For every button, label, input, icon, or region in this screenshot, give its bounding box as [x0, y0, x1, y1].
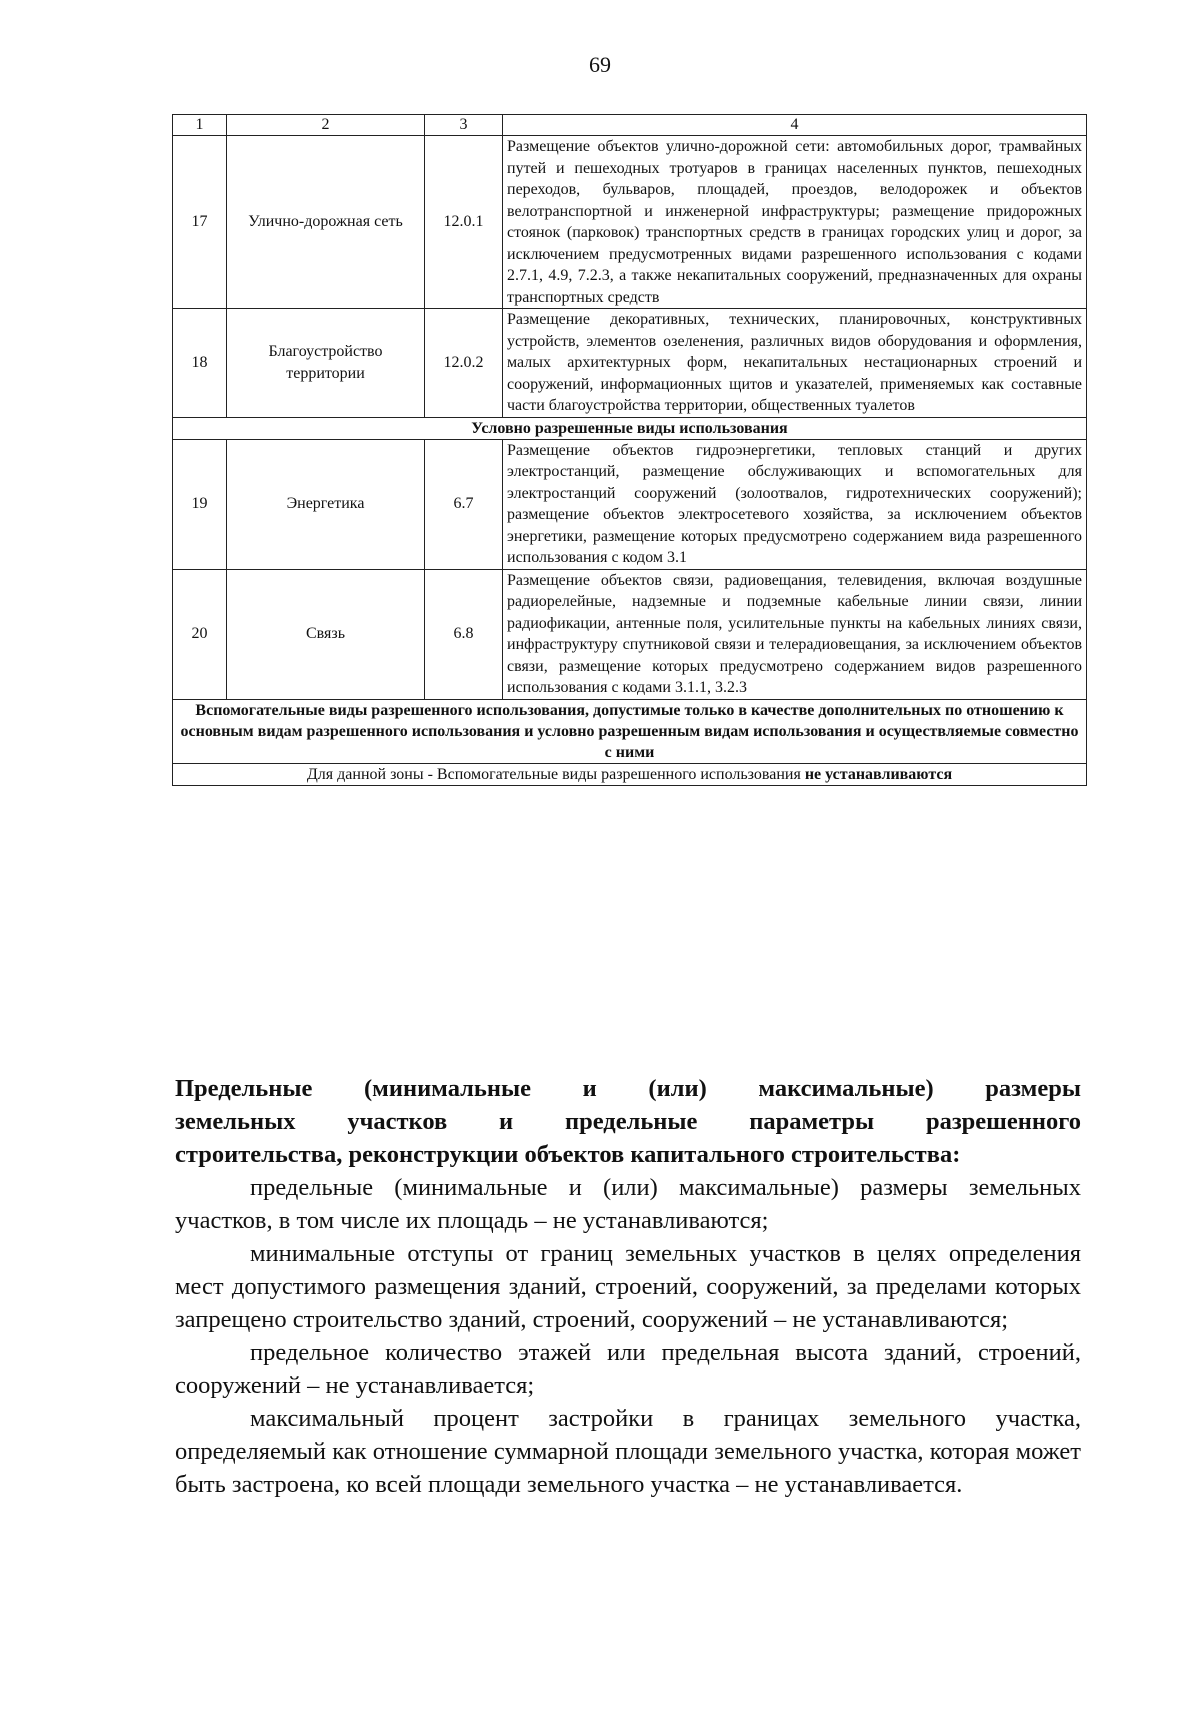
use-type-code: 12.0.1 [425, 136, 503, 309]
limits-heading-line: земельных участков и предельные параметры разрешенного [175, 1108, 1081, 1135]
note-row [173, 763, 1087, 785]
row-number: 18 [173, 309, 227, 418]
zone-note-emphasis: не устанавливаются [804, 765, 953, 783]
use-type-description: Размещение объектов гидроэнергетики, тепловых станций и других электростанций, размещение обслуживающих и вспомогательных для электростанций сооружений (золоотвалов, гидротехнических сооружений); размещение объектов электросетевого хозяйства, за исключением объектов энергетики, размещение которых предусмотрено содержанием вида разрешенного использования с кодом 3.1 [503, 439, 1087, 569]
section-heading-conditional: Условно разрешенные виды использования [173, 417, 1087, 439]
section-heading-auxiliary: Вспомогательные виды разрешенного использования, допустимые только в качестве дополнительных по отношению к основным видам разрешенного использования и условно разрешенным видам использования и осуществляемые совместно с ними [173, 699, 1087, 763]
page-number: 69 [589, 52, 611, 77]
section-row [173, 417, 1087, 439]
land-use-table [172, 114, 1087, 786]
row-number: 20 [173, 569, 227, 699]
table-row [173, 309, 1087, 418]
row-number: 19 [173, 439, 227, 569]
use-type-description: Размещение декоративных, технических, планировочных, конструктивных устройств, элементов озеленения, различных видов оборудования и оформления, малых архитектурных форм, некапитальных нестационарных строений и сооружений, информационных щитов и указателей, применяемых как составные части благоустройства территории, общественных туалетов [503, 309, 1087, 418]
limits-heading-line: Предельные (минимальные и (или) максимальные) размеры [175, 1075, 1081, 1102]
use-type-code: 12.0.2 [425, 309, 503, 418]
table-row [173, 136, 1087, 309]
limits-paragraph: предельное количество этажей или предельная высота зданий, строений, сооружений – не устанавливается; [175, 1339, 1081, 1399]
use-type-code: 6.7 [425, 439, 503, 569]
table-row [173, 569, 1087, 699]
zone-note-text: Для данной зоны - Вспомогательные виды разрешенного использования [306, 765, 805, 783]
section-row [173, 699, 1087, 763]
limits-paragraph: предельные (минимальные и (или) максимальные) размеры земельных участков, в том числе их площадь – не устанавливаются; [175, 1174, 1081, 1234]
use-type-name: Связь [227, 569, 425, 699]
limits-paragraph: максимальный процент застройки в границах земельного участка, определяемый как отношение суммарной площади земельного участка, которая может быть застроена, ко всей площади земельного участка – не устанавливается. [175, 1405, 1081, 1498]
use-type-code: 6.8 [425, 569, 503, 699]
use-type-description: Размещение объектов связи, радиовещания, телевидения, включая воздушные радиорелейные, надземные и подземные кабельные линии связи, линии радиофикации, антенные поля, усилительные пункты на кабельных линиях связи, инфраструктуру спутниковой связи и телерадиовещания, за исключением объектов связи, размещение которых предусмотрено содержанием видов разрешенного использования с кодами 3.1.1, 3.2.3 [503, 569, 1087, 699]
row-number: 17 [173, 136, 227, 309]
header-cell: 4 [503, 115, 1087, 136]
table-row [173, 439, 1087, 569]
header-cell: 1 [173, 115, 227, 136]
limits-section [175, 1072, 1081, 1501]
zone-note [173, 763, 1087, 785]
limits-paragraph: минимальные отступы от границ земельных участков в целях определения мест допустимого размещения зданий, строений, сооружений, за пределами которых запрещено строительство зданий, строений, сооружений – не устанавливаются; [175, 1240, 1081, 1333]
header-cell: 2 [227, 115, 425, 136]
use-type-name: Энергетика [227, 439, 425, 569]
table-header-row [173, 115, 1087, 136]
use-type-name: Улично-дорожная сеть [227, 136, 425, 309]
header-cell: 3 [425, 115, 503, 136]
limits-heading-line: строительства, реконструкции объектов капитального строительства: [175, 1141, 961, 1168]
use-type-description: Размещение объектов улично-дорожной сети: автомобильных дорог, трамвайных путей и пешеходных тротуаров в границах населенных пунктов, пешеходных переходов, бульваров, площадей, проездов, велодорожек и объектов велотранспортной и инженерной инфраструктуры; размещение придорожных стоянок (парковок) транспортных средств в границах городских улиц и дорог, за исключением предусмотренных видами разрешенного использования с кодами 2.7.1, 4.9, 7.2.3, а также некапитальных сооружений, предназначенных для охраны транспортных средств [503, 136, 1087, 309]
use-type-name: Благоустройство территории [227, 309, 425, 418]
